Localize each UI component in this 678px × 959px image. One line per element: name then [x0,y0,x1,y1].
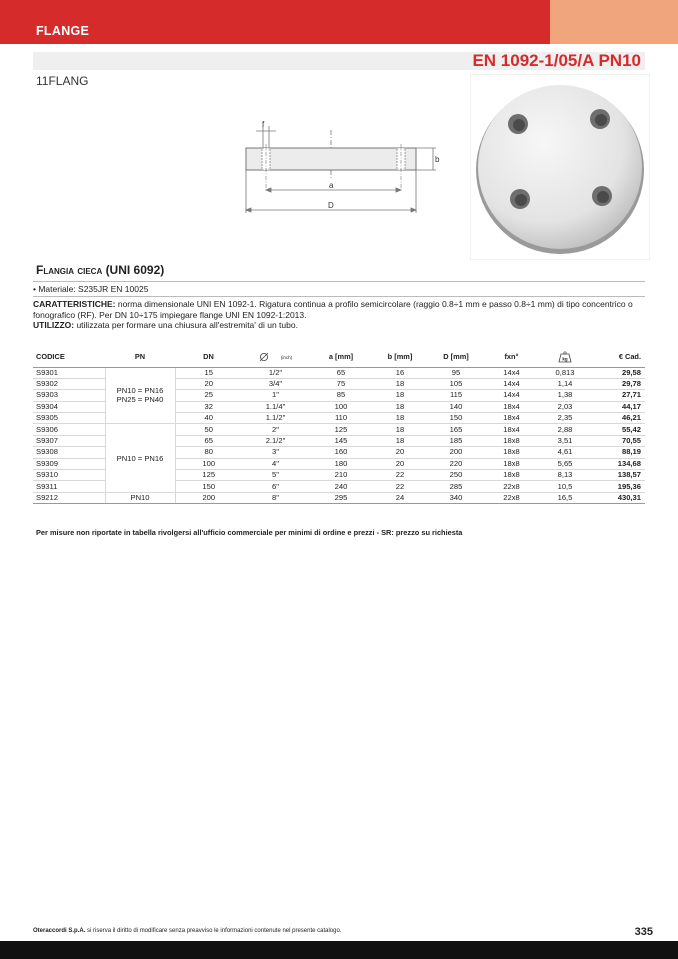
cell-weight: 2,88 [538,424,592,435]
cell-dn: 15 [175,367,242,378]
cell-dn: 150 [175,481,242,492]
cell-pn-group [105,492,175,503]
cell-code: S9310 [33,470,105,481]
dimension-f-label: f [262,120,265,129]
cell-pn-group [105,424,175,492]
column-header-holes: fxn° [485,347,538,367]
cell-a: 210 [309,470,373,481]
characteristics-text: norma dimensionale UNI EN 1092-1. Rigatura continua a profilo semicircolare (raggio 0.8÷1 mm e passo 0.8÷1 mm) di tipo concentrico o fonografico (RF). Per DN 10÷175 impiegare flange UNI EN 1092-1:2013. [33,299,633,320]
cell-weight: 0,813 [538,367,592,378]
cell-holes: 22x8 [485,481,538,492]
cell-holes: 14x4 [485,367,538,378]
cell-b: 18 [373,435,427,446]
cell-code: S9304 [33,401,105,412]
cell-D: 150 [427,413,485,424]
cell-price: 29,78 [592,378,645,389]
cell-a: 75 [309,378,373,389]
cell-D: 140 [427,401,485,412]
cell-b: 20 [373,458,427,469]
product-title-main: Flangia cieca [36,263,103,277]
table-body [33,367,645,504]
product-description [33,299,657,331]
page-number: 335 [634,926,653,938]
cell-b: 24 [373,492,427,503]
cell-b: 18 [373,401,427,412]
cell-price: 195,36 [592,481,645,492]
cell-price: 29,58 [592,367,645,378]
cell-D: 220 [427,458,485,469]
table-row [33,367,645,378]
cell-code: S9309 [33,458,105,469]
dimension-D-label: D [328,201,334,210]
cell-code: S9302 [33,378,105,389]
cell-pn-group [105,367,175,424]
cell-weight: 8,13 [538,470,592,481]
cell-weight: 1,14 [538,378,592,389]
weight-unit: kg [562,356,568,362]
diameter-icon [259,352,281,362]
cell-dn: 80 [175,447,242,458]
pn-line: PN25 = PN40 [116,395,164,405]
cell-holes: 18x8 [485,458,538,469]
column-header-pn: PN [105,347,175,367]
cell-a: 110 [309,413,373,424]
footer-disclaimer-text: si riserva il diritto di modificare senza preavviso le informazioni contenute nel presente catalogo. [85,928,342,934]
cell-b: 22 [373,481,427,492]
cell-holes: 14x4 [485,390,538,401]
header-peach-band [550,0,678,44]
table-header-row [33,347,645,367]
cell-inch: 4" [242,458,309,469]
cell-a: 145 [309,435,373,446]
cell-b: 16 [373,367,427,378]
cell-D: 115 [427,390,485,401]
divider [33,281,645,282]
cell-code: S9307 [33,435,105,446]
cell-price: 138,57 [592,470,645,481]
standard-title: EN 1092-1/05/A PN10 [472,51,641,70]
dimension-a-label: a [329,181,334,190]
column-header-diameter [242,347,309,367]
cell-code: S9212 [33,492,105,503]
cell-a: 240 [309,481,373,492]
cell-price: 70,55 [592,435,645,446]
footer-company: Oteraccordi S.p.A. [33,928,86,934]
cell-dn: 125 [175,470,242,481]
weight-icon [558,351,572,363]
cell-D: 105 [427,378,485,389]
cell-inch: 8" [242,492,309,503]
cell-a: 180 [309,458,373,469]
cell-D: 340 [427,492,485,503]
cell-dn: 25 [175,390,242,401]
cell-dn: 20 [175,378,242,389]
divider [33,296,645,297]
cell-a: 295 [309,492,373,503]
column-header-a: a [mm] [309,347,373,367]
cell-holes: 18x4 [485,424,538,435]
flange-technical-drawing [236,118,446,218]
cell-D: 165 [427,424,485,435]
product-title-norm: (UNI 6092) [105,263,165,277]
pn-line: PN10 = PN16 [116,453,164,463]
cell-inch: 1" [242,390,309,401]
column-header-weight [538,347,592,367]
product-family-code: 11FLANG [36,74,89,88]
cell-inch: 6" [242,481,309,492]
cell-inch: 3" [242,447,309,458]
pn-line: PN10 [130,493,150,503]
cell-b: 18 [373,378,427,389]
standard-bar [33,52,645,70]
product-title [36,263,164,277]
cell-weight: 16,5 [538,492,592,503]
cell-b: 20 [373,447,427,458]
cell-dn: 200 [175,492,242,503]
cell-a: 85 [309,390,373,401]
cell-holes: 18x8 [485,435,538,446]
cell-weight: 2,35 [538,413,592,424]
cell-weight: 4,61 [538,447,592,458]
cell-D: 200 [427,447,485,458]
cell-inch: 1.1/4" [242,401,309,412]
table-row [33,424,645,435]
cell-D: 285 [427,481,485,492]
column-header-price: € Cad. [592,347,645,367]
cell-inch: 2.1/2" [242,435,309,446]
pn-line: PN10 = PN16 [116,386,164,396]
cell-D: 95 [427,367,485,378]
cell-holes: 18x4 [485,401,538,412]
cell-dn: 32 [175,401,242,412]
table-row [33,492,645,503]
cell-price: 55,42 [592,424,645,435]
product-table [33,347,645,504]
cell-a: 65 [309,367,373,378]
cell-inch: 3/4" [242,378,309,389]
column-header-code: CODICE [33,347,105,367]
cell-dn: 65 [175,435,242,446]
cell-weight: 2,03 [538,401,592,412]
cell-code: S9303 [33,390,105,401]
cell-code: S9311 [33,481,105,492]
table-note: Per misure non riportate in tabella rivolgersi all'ufficio commerciale per minimi di ordine e prezzi - SR: prezzo su richiesta [36,528,463,537]
cell-a: 100 [309,401,373,412]
cell-b: 18 [373,424,427,435]
diameter-unit: (inch) [280,354,293,360]
category-header-bar [0,0,678,44]
cell-price: 46,21 [592,413,645,424]
cell-D: 185 [427,435,485,446]
cell-b: 18 [373,413,427,424]
blind-flange-photo [470,74,650,260]
cell-holes: 14x4 [485,378,538,389]
cell-holes: 18x8 [485,447,538,458]
usage-text: utilizzata per formare una chiusura all'estremita' di un tubo. [74,320,298,331]
column-header-dn: DN [175,347,242,367]
cell-a: 125 [309,424,373,435]
cell-code: S9306 [33,424,105,435]
cell-b: 22 [373,470,427,481]
column-header-D: D [mm] [427,347,485,367]
cell-weight: 3,51 [538,435,592,446]
cell-dn: 50 [175,424,242,435]
cell-b: 18 [373,390,427,401]
cell-weight: 10,5 [538,481,592,492]
material-line: • Materiale: S235JR EN 10025 [33,284,149,294]
cell-inch: 2" [242,424,309,435]
characteristics-label: CARATTERISTICHE: [33,299,116,309]
cell-inch: 1.1/2" [242,413,309,424]
cell-price: 88,19 [592,447,645,458]
cell-dn: 100 [175,458,242,469]
footer-disclaimer [33,928,342,934]
cell-code: S9305 [33,413,105,424]
cell-price: 44,17 [592,401,645,412]
cell-price: 430,31 [592,492,645,503]
cell-code: S9301 [33,367,105,378]
usage-label: UTILIZZO: [33,320,75,331]
cell-holes: 18x8 [485,470,538,481]
cell-code: S9308 [33,447,105,458]
cell-dn: 40 [175,413,242,424]
dimension-b-label: b [435,155,440,164]
cell-price: 27,71 [592,390,645,401]
cell-inch: 5" [242,470,309,481]
footer-bar [0,941,678,959]
column-header-b: b [mm] [373,347,427,367]
cell-holes: 18x4 [485,413,538,424]
category-title: FLANGE [36,24,90,38]
cell-weight: 1,38 [538,390,592,401]
cell-inch: 1/2" [242,367,309,378]
cell-holes: 22x8 [485,492,538,503]
cell-a: 160 [309,447,373,458]
cell-D: 250 [427,470,485,481]
cell-weight: 5,65 [538,458,592,469]
cell-price: 134,68 [592,458,645,469]
